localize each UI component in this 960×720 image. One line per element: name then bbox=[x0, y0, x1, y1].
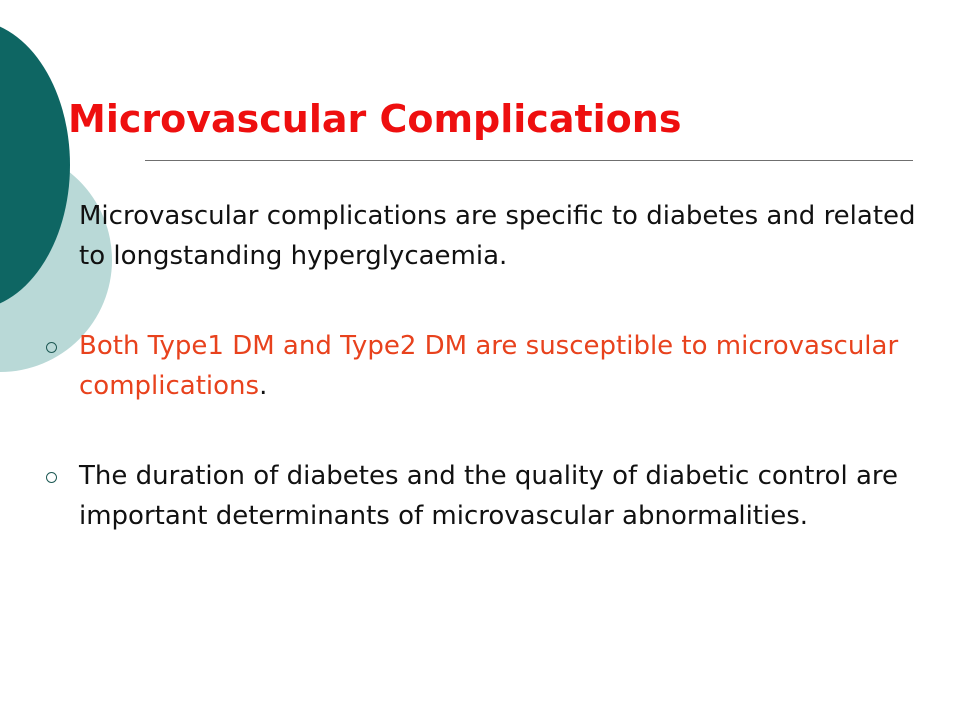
title-divider bbox=[145, 160, 913, 161]
bullet-text-1: Microvascular complications are specific to diabetes and related to longstanding hyperglycaemia. bbox=[79, 201, 916, 271]
bullet-text-2: Both Type1 DM and Type2 DM are susceptible to microvascular complications bbox=[79, 331, 899, 401]
bullet-item-1 bbox=[40, 196, 930, 276]
bullet-item-2 bbox=[40, 326, 930, 406]
bullet-item-3 bbox=[40, 456, 930, 536]
bullet-text-2-period: . bbox=[259, 371, 268, 401]
slide-title: Microvascular Complications bbox=[68, 97, 682, 141]
hollow-circle-bullet-icon bbox=[46, 342, 57, 353]
bullet-text-3: The duration of diabetes and the quality of diabetic control are important determinants of microvascular abnormalities. bbox=[79, 461, 898, 531]
hollow-circle-bullet-icon bbox=[46, 472, 57, 483]
bullet-list bbox=[40, 196, 930, 536]
